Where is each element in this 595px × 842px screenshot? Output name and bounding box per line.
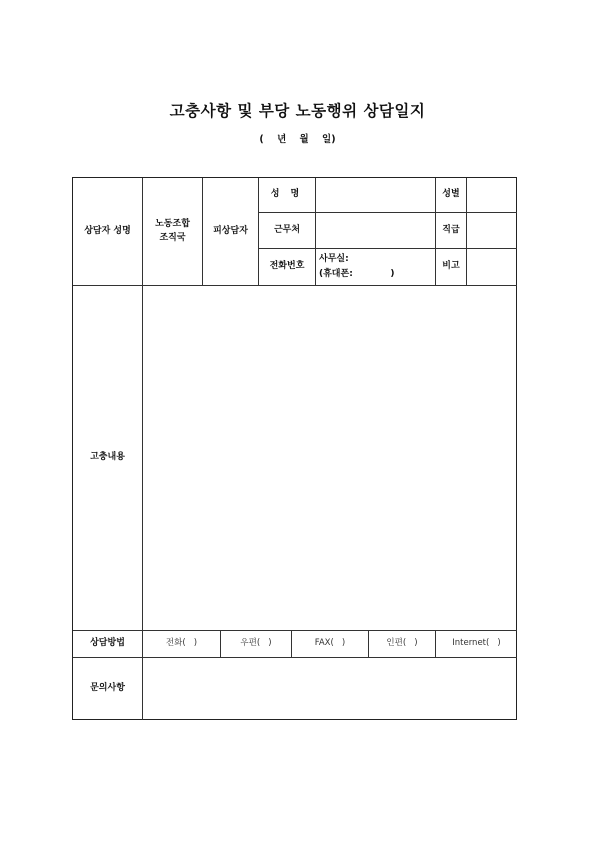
date-line: ( 년 월 일) xyxy=(259,134,336,145)
phone-value-field[interactable] xyxy=(319,252,433,282)
note-value-field[interactable] xyxy=(467,249,517,285)
gender-value-field[interactable] xyxy=(467,178,517,212)
name-label: 성 명 xyxy=(270,189,304,200)
mobile-phone-label: (휴대폰: ) xyxy=(319,269,395,279)
workplace-label: 근무처 xyxy=(273,224,301,235)
consultation-form xyxy=(72,177,517,720)
inquiry-label: 문의사항 xyxy=(90,683,125,694)
method-internet-option[interactable]: Internet( ) xyxy=(452,638,501,649)
workplace-value-field[interactable] xyxy=(316,213,435,248)
counselor-name-label: 상담자 성명 xyxy=(84,225,131,236)
phone-label: 전화번호 xyxy=(269,261,305,272)
inquiry-content-field[interactable] xyxy=(143,658,517,720)
complaint-content-field[interactable] xyxy=(143,286,517,630)
position-label: 직급 xyxy=(442,224,460,235)
complaint-label: 고충내용 xyxy=(90,452,125,463)
respondent-label: 피상담자 xyxy=(213,225,248,236)
union-org-label: 노동조합 조직국 xyxy=(155,218,190,243)
method-messenger-option[interactable]: 인편( ) xyxy=(386,638,418,649)
method-mail-option[interactable]: 우편( ) xyxy=(240,638,272,649)
method-phone-option[interactable]: 전화( ) xyxy=(165,638,198,649)
method-label: 상담방법 xyxy=(90,638,125,649)
note-label: 비고 xyxy=(442,261,460,272)
document-title: 고충사항 및 부당 노동행위 상담일지 xyxy=(169,102,426,120)
method-fax-option[interactable]: FAX( ) xyxy=(314,638,346,649)
position-value-field[interactable] xyxy=(467,213,517,248)
office-phone-label: 사무실: xyxy=(319,254,349,264)
gender-label: 성별 xyxy=(442,189,460,200)
name-value-field[interactable] xyxy=(316,178,435,212)
